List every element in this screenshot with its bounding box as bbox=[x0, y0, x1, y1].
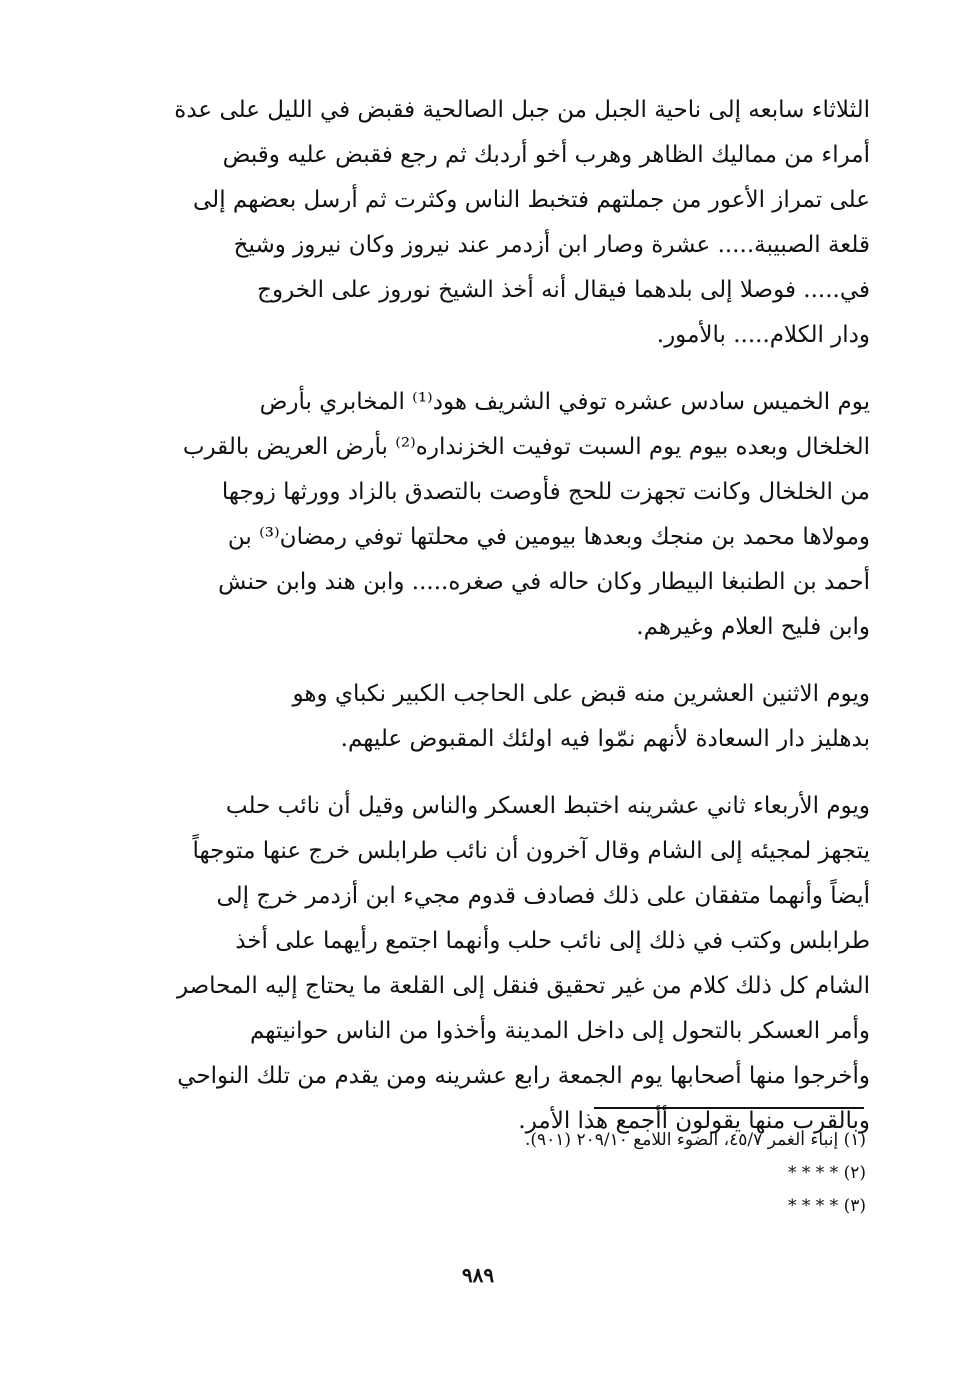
text-line: وأمر العسكر بالتحول إلى داخل المدينة وأخذوا من الناس حوانيتهم bbox=[249, 1018, 870, 1044]
text-line: أيضاً وأنهما متفقان على ذلك فصادف قدوم مجيء ابن أزدمر خرج إلى bbox=[216, 883, 870, 909]
text-line: وابن فليح العلام وغيرهم. bbox=[636, 614, 870, 640]
footnote-divider bbox=[594, 1107, 864, 1109]
text-line: من الخلخال وكانت تجهزت للحج فأوصت بالتصدق بالزاد وورثها زوجها bbox=[221, 479, 870, 505]
paragraph-2 bbox=[118, 380, 870, 650]
text-line: على تمراز الأعور من جملتهم فتخبط الناس وكثرت ثم أرسل بعضهم إلى bbox=[193, 187, 870, 213]
text-line: ودار الكلام..... بالأمور. bbox=[656, 322, 870, 348]
text-line: ويوم الأربعاء ثاني عشرينه اختبط العسكر والناس وقيل أن نائب حلب bbox=[225, 793, 870, 819]
text-line: ويوم الاثنين العشرين منه قبض على الحاجب الكبير نكباي وهو bbox=[292, 681, 870, 707]
text-line: ومولاها محمد بن منجك وبعدها بيومين في محلتها توفي رمضان⁽³⁾ بن bbox=[227, 524, 870, 550]
text-line: في..... فوصلا إلى بلدهما فيقال أنه أخذ الشيخ نوروز على الخروج bbox=[257, 277, 870, 303]
body-text bbox=[118, 88, 870, 1166]
text-line: وبالقرب منها يقولون أأجمع هذا الأمر. bbox=[518, 1108, 870, 1134]
paragraph-4 bbox=[118, 784, 870, 1144]
text-line: يوم الخميس سادس عشره توفي الشريف هود⁽¹⁾ المخابري بأرض bbox=[259, 389, 870, 415]
text-line: يتجهز لمجيئه إلى الشام وقال آخرون أن نائب طرابلس خرج عنها متوجهاً bbox=[192, 838, 870, 864]
text-line: أحمد بن الطنبغا البيطار وكان حاله في صغره..... وابن هند وابن حنش bbox=[218, 569, 870, 595]
paragraph-1 bbox=[118, 88, 870, 358]
footnotes bbox=[166, 1124, 866, 1223]
footnote-2: (٢) * * * * bbox=[787, 1163, 866, 1183]
text-line: قلعة الصبيبة..... عشرة وصار ابن أزدمر عند نيروز وكان نيروز وشيخ bbox=[233, 232, 870, 258]
text-line: الشام كل ذلك كلام من غير تحقيق فنقل إلى القلعة ما يحتاج إليه المحاصر bbox=[176, 973, 870, 999]
text-line: أمراء من مماليك الظاهر وهرب أخو أردبك ثم رجع فقبض عليه وقبض bbox=[222, 142, 870, 168]
paragraph-3 bbox=[118, 672, 870, 762]
text-line: طرابلس وكتب في ذلك إلى نائب حلب وأنهما اجتمع رأيهما على أخذ bbox=[235, 928, 870, 954]
text-line: الثلاثاء سابعه إلى ناحية الجبل من جبل الصالحية فقبض في الليل على عدة bbox=[174, 97, 870, 123]
footnote-3: (٣) * * * * bbox=[787, 1196, 866, 1216]
footnote-1: (١) إنباء الغمر ٤٥/٧، الضوء اللامع ٢٠٩/١٠ (٩٠١). bbox=[524, 1130, 866, 1150]
text-line: بدهليز دار السعادة لأنهم نمّوا فيه اولئك المقبوض عليهم. bbox=[340, 726, 870, 752]
page-number: ٩٨٩ bbox=[461, 1263, 495, 1287]
text-line: وأخرجوا منها أصحابها يوم الجمعة رابع عشرينه ومن يقدم من تلك النواحي bbox=[177, 1063, 870, 1089]
text-line: الخلخال وبعده بيوم يوم السبت توفيت الخزنداره⁽²⁾ بأرض العريض بالقرب bbox=[182, 434, 870, 460]
